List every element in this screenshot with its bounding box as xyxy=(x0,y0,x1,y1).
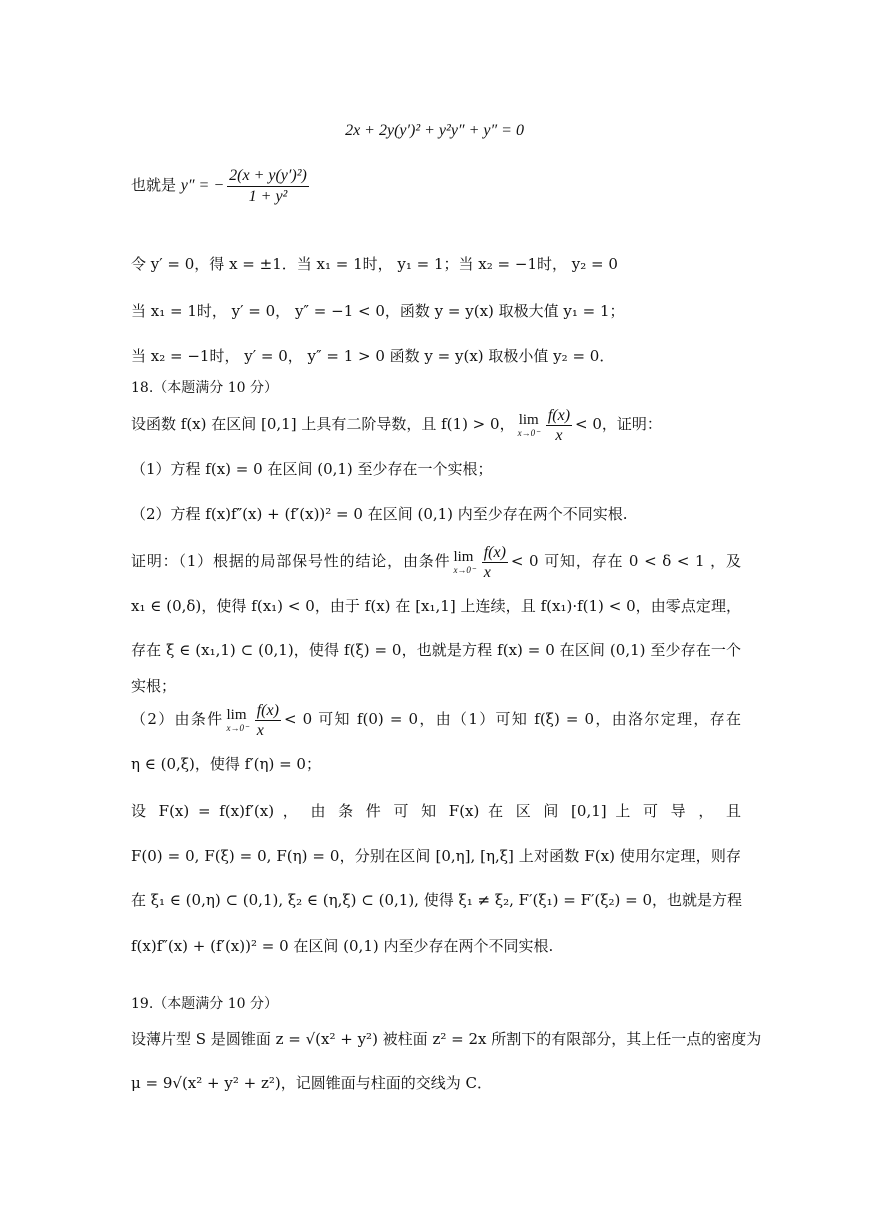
problem-19-heading: 19.（本题满分 10 分） xyxy=(131,996,278,1012)
proof-part-1-line-4: 实根； xyxy=(131,677,177,695)
fraction: $\frac{f(x)}{x}$ xyxy=(256,701,279,739)
critical-points-line: 令 y′ = 0，得 x = ±1．当 x₁ = 1时， y₁ = 1；当 x₂ = −1时， y₂ = 0 xyxy=(131,255,618,273)
limit: lim x→0⁻ xyxy=(226,707,249,733)
limit: lim x→0⁻ xyxy=(517,412,540,438)
equation-derivative: 2x + 2y(y′)² + y²y″ + y″ = 0 xyxy=(345,122,524,139)
proof-part-2-line-1: （2）由条件 lim x→0⁻ $\frac{f(x)}{x}$ < 0 可知 f(0) = 0，由（1）可知 f(ξ) = 0，由洛尔定理，存在 xyxy=(131,701,741,739)
problem-19-line-2: μ = 9√(x² + y² + z²)，记圆锥面与柱面的交线为 C． xyxy=(131,1074,492,1092)
equation-second-derivative: 也就是 y″ = − $\frac{\text{2(x + y(y′)²)}}{\text{1 + y²}}$ xyxy=(131,166,307,205)
problem-18-heading: 18.（本题满分 10 分） xyxy=(131,380,278,396)
fraction: $\frac{f(x)}{x}$ xyxy=(483,543,506,581)
minimum-line: 当 x₂ = −1时， y′ = 0， y″ = 1 > 0 函数 y = y(x) 取极小值 y₂ = 0． xyxy=(131,347,615,365)
proof-part-2-line-2: η ∈ (0,ξ)，使得 f′(η) = 0； xyxy=(131,755,321,773)
proof-part-1-line-1: 证明：（1）根据的局部保号性的结论，由条件 lim x→0⁻ $\frac{f(x)}{x}$ < 0 可知，存在 0 < δ < 1 ，及 xyxy=(131,543,741,581)
problem-18-part-2: （2）方程 f(x)f″(x) + (f′(x))² = 0 在区间 (0,1) 内至少存在两个不同实根. xyxy=(131,505,628,523)
proof-part-2-line-5: 在 ξ₁ ∈ (0,η) ⊂ (0,1), ξ₂ ∈ (η,ξ) ⊂ (0,1), 使得 ξ₁ ≠ ξ₂, F′(ξ₁) = F′(ξ₂) = 0，也就是方程 xyxy=(131,891,743,909)
proof-part-2-line-4: F(0) = 0, F(ξ) = 0, F(η) = 0，分别在区间 [0,η], [η,ξ] 上对函数 F(x) 使用尔定理，则存 xyxy=(131,847,741,865)
problem-18-statement: 设函数 f(x) 在区间 [0,1] 上具有二阶导数，且 f(1) > 0， lim x→0⁻ $\frac{f(x)}{x}$ < 0，证明： xyxy=(131,406,662,444)
maximum-line: 当 x₁ = 1时， y′ = 0， y″ = −1 < 0，函数 y = y(x) 取极大值 y₁ = 1； xyxy=(131,302,625,320)
proof-part-1-line-3: 存在 ξ ∈ (x₁,1) ⊂ (0,1)，使得 f(ξ) = 0，也就是方程 f(x) = 0 在区间 (0,1) 至少存在一个 xyxy=(131,641,741,659)
fraction: $\frac{f(x)}{x}$ xyxy=(547,406,571,444)
proof-part-1-line-2: x₁ ∈ (0,δ)，使得 f(x₁) < 0，由于 f(x) 在 [x₁,1] 上连续，且 f(x₁)·f(1) < 0，由零点定理， xyxy=(131,597,741,615)
proof-part-2-line-6: f(x)f″(x) + (f′(x))² = 0 在区间 (0,1) 内至少存在两个不同实根. xyxy=(131,937,554,955)
problem-19-line-1: 设薄片型 S 是圆锥面 z = √(x² + y²) 被柱面 z² = 2x 所割下的有限部分，其上任一点的密度为 xyxy=(131,1030,762,1048)
problem-18-part-1: （1）方程 f(x) = 0 在区间 (0,1) 至少存在一个实根； xyxy=(131,460,493,478)
fraction: $\frac{\text{2(x + y(y′)²)}}{\text{1 + y²}}$ xyxy=(229,166,307,205)
limit: lim x→0⁻ xyxy=(453,549,476,575)
proof-part-2-line-3: 设 F(x) = f(x)f′(x) ， 由 条 件 可 知 F(x) 在 区 间 [0,1] 上 可 导 ， 且 xyxy=(131,802,741,820)
